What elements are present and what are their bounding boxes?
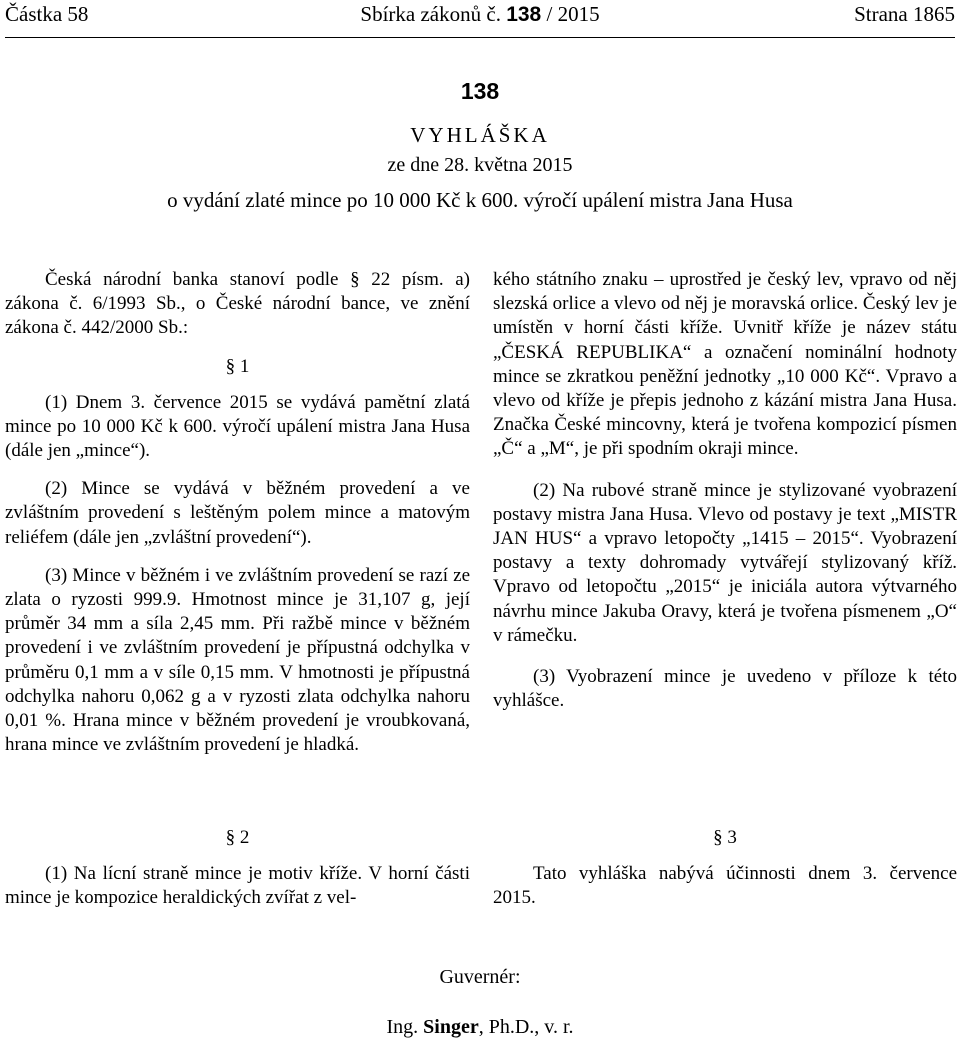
section-2-paragraph-1: (1) Na lícní straně mince je motiv kříže. V horní části mince je kompozice heraldických zvířat z vel-: [5, 863, 470, 909]
section-1-paragraph-2: (2) Mince se vydává v běžném provedení a ve zvláštním provedení s leštěným polem mince a matovým reliéfem (dále jen „zvláštní provedení“).: [5, 478, 470, 548]
document-number: 138: [460, 78, 500, 104]
right-column: [493, 268, 957, 713]
section-2-paragraph-2: (2) Na rubové straně mince je stylizované vyobrazení postavy mistra Jana Husa. Vlevo od postavy je text „MISTR JAN HUS“ a vpravo letopočty „1415 – 2015“. Vyobrazení postavy a texty dohromady vytvářejí stylizovaný kříž. Vpravo od letopočtu „2015“ je iniciála autora výtvarného návrhu mince Jakuba Oravy, která je tvořena písmenem „O“ v rámečku.: [493, 479, 957, 646]
preamble: Česká národní banka stanoví podle § 22 písm. a) zákona č. 6/1993 Sb., o České národní bance, ve znění zákona č. 442/2000 Sb.:: [5, 269, 470, 339]
section-1-paragraph-3: (3) Mince v běžném i ve zvláštním provedení se razí ze zlata o ryzosti 999.9. Hmotnost mince je 31,107 g, její průměr 34 mm a síla 2,45 mm. Při ražbě mince v běžném provedení i ve zvláštním provedení je přípustná odchylka v průměru 0,1 mm a v síle 0,15 mm. V hmotnosti je přípustná odchylka nahoru 0,062 g a v ryzosti zlata odchylka nahoru 0,01 %. Hrana mince v běžném provedení je vroubkovaná, hrana mince ve zvláštním provedení je hladká.: [5, 564, 470, 756]
document-type: VYHLÁŠKA: [410, 123, 550, 147]
issue-number: Částka 58: [5, 2, 89, 26]
collection-title: [5, 2, 955, 27]
title-block: [0, 76, 960, 215]
section-3-heading: § 3: [713, 827, 737, 848]
page-number: Strana 1865: [854, 2, 955, 26]
signatory-name: [0, 1013, 960, 1041]
section-2-paragraph-3: (3) Vyobrazení mince je uvedeno v příloze k této vyhlášce.: [493, 666, 957, 712]
signatory-role: Guvernér:: [439, 966, 521, 988]
collection-year: / 2015: [546, 2, 600, 26]
section-3-paragraph-1: Tato vyhláška nabývá účinnosti dnem 3. července 2015.: [493, 863, 957, 909]
signature-block: [0, 963, 960, 1041]
right-column-bottom: [493, 826, 957, 910]
left-column-bottom: [5, 826, 470, 910]
collection-number: 138: [506, 3, 542, 26]
section-1-heading: § 1: [225, 355, 250, 377]
left-column: [5, 268, 470, 757]
page-header: [5, 2, 955, 32]
section-2-heading: § 2: [225, 827, 250, 848]
document-subject: o vydání zlaté mince po 10 000 Kč k 600. výročí upálení mistra Jana Husa: [167, 188, 793, 212]
section-1-paragraph-1: (1) Dnem 3. července 2015 se vydává pamětní zlatá mince po 10 000 Kč k 600. výročí upálení mistra Jana Husa (dále jen „mince“).: [5, 391, 470, 462]
header-divider: [5, 37, 955, 38]
collection-prefix: Sbírka zákonů č.: [360, 2, 501, 26]
section-2-paragraph-1-continued: kého státního znaku – uprostřed je český lev, vpravo od něj slezská orlice a vlevo od něj je moravská orlice. Český lev je umístěn v horní části kříže. Uvnitř kříže je název státu „ČESKÁ REPUBLIKA“ a označení nominální hodnoty mince se zkratkou peněžní jednotky „10 000 Kč“. Vpravo a vlevo od kříže je přepis jednoho z kázání mistra Jana Husa. Značka České mincovny, která je tvořena kompozicí písmen „Č“ a „M“, je při spodním okraji mince.: [493, 269, 957, 460]
signatory-title: Ing.: [386, 1016, 419, 1038]
signatory-degree: , Ph.D., v. r.: [478, 1016, 574, 1038]
signatory-surname: Singer: [423, 1016, 479, 1038]
document-date: ze dne 28. května 2015: [387, 154, 573, 176]
